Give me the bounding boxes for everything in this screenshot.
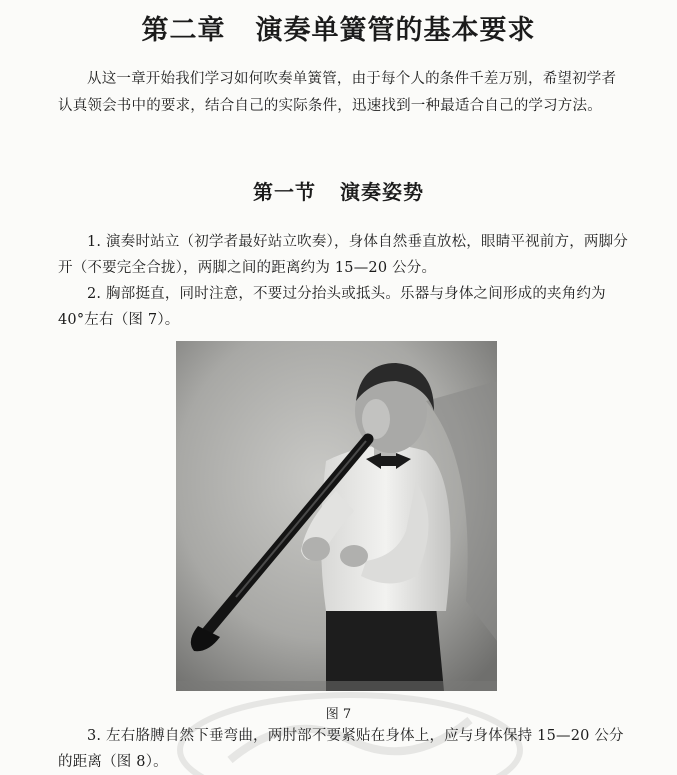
chapter-title: 演奏单簧管的基本要求 bbox=[255, 15, 536, 46]
chapter-heading bbox=[0, 8, 677, 47]
paragraph-1: 1. 演奏时站立（初学者最好站立吹奏），身体自然垂直放松，眼睛平视前方，两脚分开（不要完全合拢），两脚之间的距离约为 15—20 公分。 bbox=[58, 234, 628, 276]
figure-photo bbox=[176, 341, 497, 691]
chapter-number: 第二章 bbox=[141, 15, 226, 46]
figure-caption: 图 7 bbox=[325, 707, 352, 722]
intro-paragraph: 从这一章开始我们学习如何吹奏单簧管，由于每个人的条件千差万别，希望初学者认真领会书中的要求，结合自己的实际条件，迅速找到一种最适合自己的学习方法。 bbox=[58, 71, 617, 114]
section-title: 演奏姿势 bbox=[340, 180, 424, 204]
paragraph-2: 2. 胸部挺直，同时注意，不要过分抬头或抵头。乐器与身体之间形成的夹角约为 40°左右（图 7）。 bbox=[58, 286, 606, 328]
clarinet-player-photo bbox=[176, 341, 497, 691]
watermark-seal bbox=[170, 690, 530, 775]
section-heading bbox=[0, 176, 677, 205]
paragraph-3: 3. 左右胳膊自然下垂弯曲，两肘部不要紧贴在身体上，应与身体保持 15—20 公分的距离（图 8）。 bbox=[58, 728, 624, 770]
section-number: 第一节 bbox=[253, 180, 316, 204]
